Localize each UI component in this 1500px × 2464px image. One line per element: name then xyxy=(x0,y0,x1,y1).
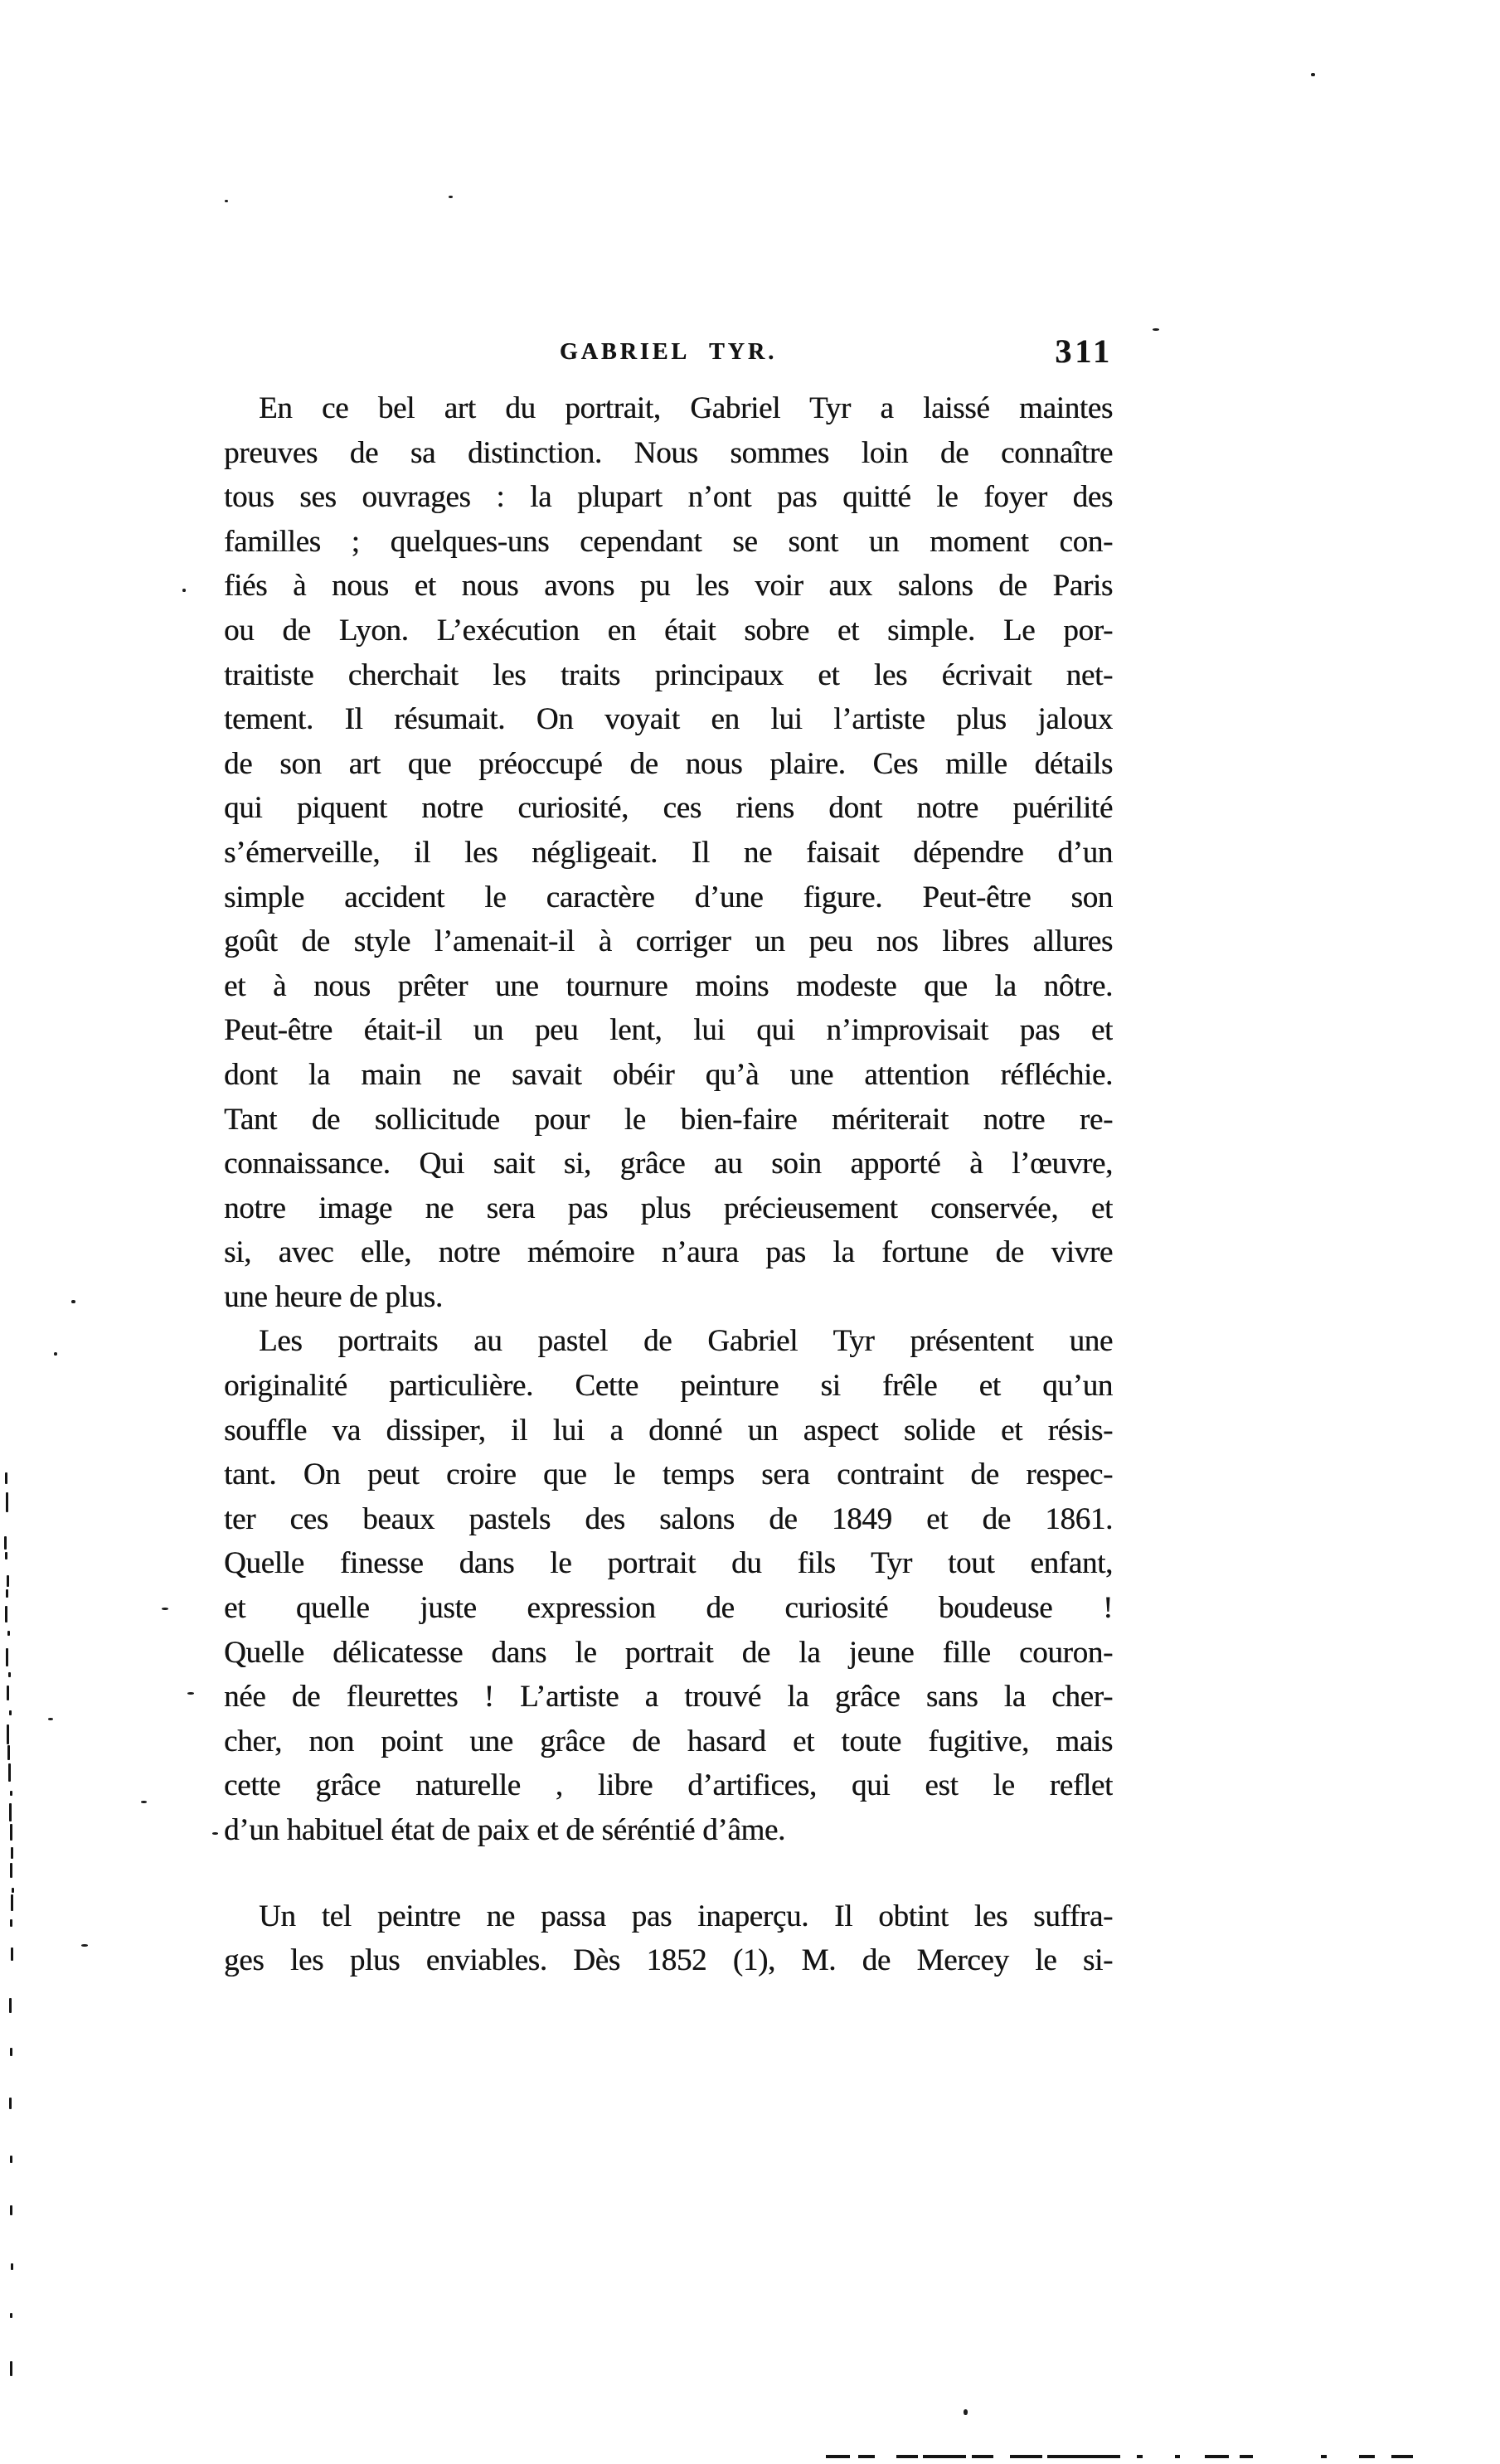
text-line: cette grâce naturelle , libre d’artifices, qui est le reflet xyxy=(224,1768,1113,1803)
paragraph xyxy=(224,1319,1113,1852)
margin-tick xyxy=(7,1724,9,1744)
text-line: preuves de sa distinction. Nous sommes loin de connaître xyxy=(224,435,1113,470)
text-line: traitiste cherchait les traits principaux et les écrivait net- xyxy=(224,657,1113,692)
scan-speck xyxy=(81,1944,88,1947)
text-line: fiés à nous et nous avons pu les voir aux salons de Paris xyxy=(224,569,1113,604)
cutoff-dash xyxy=(826,2455,850,2458)
cutoff-dash xyxy=(1240,2455,1253,2458)
cutoff-dash xyxy=(1010,2455,1042,2458)
cutoff-dash xyxy=(1391,2455,1413,2458)
text-line: d’un habituel état de paix et de séréntié d’âme. xyxy=(224,1813,786,1847)
text-line: dont la main ne savait obéir qu’à une attention réfléchie. xyxy=(224,1057,1113,1092)
margin-tick xyxy=(7,1686,9,1700)
margin-tick xyxy=(5,1606,7,1622)
text-line: tant. On peut croire que le temps sera contraint de respec- xyxy=(224,1458,1113,1492)
margin-tick xyxy=(9,1710,12,1715)
text-line: née de fleurettes ! L’artiste a trouvé la grâce sans la cher- xyxy=(224,1680,1113,1715)
text-line: ou de Lyon. L’exécution en était sobre et simple. Le por- xyxy=(224,613,1113,648)
margin-tick xyxy=(11,1947,13,1961)
scan-speck xyxy=(141,1801,147,1803)
margin-tick xyxy=(7,1575,9,1587)
cutoff-dash xyxy=(923,2455,966,2458)
text-line: Quelle délicatesse dans le portrait de la jeune fille couron- xyxy=(224,1635,1113,1670)
page-number: 311 xyxy=(1055,332,1113,370)
chapter-title: GABRIEL TYR. xyxy=(559,339,778,365)
margin-tick xyxy=(8,1763,11,1782)
scan-speck xyxy=(225,200,228,202)
margin-tick xyxy=(11,2263,13,2270)
text-line: ges les plus enviables. Dès 1852 (1), M. de Mercey le si- xyxy=(224,1943,1113,1978)
scan-speck xyxy=(187,1692,194,1695)
margin-tick xyxy=(11,1847,13,1859)
cutoff-dash xyxy=(1205,2455,1229,2458)
margin-tick xyxy=(6,1492,8,1512)
margin-tick xyxy=(6,1589,8,1598)
text-line: simple accident le caractère d’une figure. Peut-être son xyxy=(224,880,1113,914)
cutoff-dash xyxy=(1359,2455,1375,2458)
margin-tick xyxy=(5,1552,7,1559)
text-line: et quelle juste expression de curiosité boudeuse ! xyxy=(224,1591,1113,1626)
text-line: qui piquent notre curiosité, ces riens dont notre puérilité xyxy=(224,791,1113,826)
scan-speck xyxy=(182,589,186,592)
text-block xyxy=(224,386,1113,1983)
scan-speck xyxy=(71,1300,75,1303)
text-line: tement. Il résumait. On voyait en lui l’artiste plus jaloux xyxy=(224,702,1113,737)
text-line: et à nous prêter une tournure moins modeste que la nôtre. xyxy=(224,968,1113,1003)
text-line: tous ses ouvrages : la plupart n’ont pas quitté le foyer des xyxy=(224,480,1113,515)
cutoff-dash xyxy=(1321,2455,1327,2458)
paragraph xyxy=(224,1894,1113,1983)
text-line: En ce bel art du portrait, Gabriel Tyr a laissé maintes xyxy=(259,391,1113,425)
text-line: ter ces beaux pastels des salons de 1849 et de 1861. xyxy=(224,1501,1113,1536)
margin-tick xyxy=(10,1824,12,1841)
text-line: goût de style l’amenait-il à corriger un peu nos libres allures xyxy=(224,924,1113,959)
text-line: si, avec elle, notre mémoire n’aura pas la fortune de vivre xyxy=(224,1235,1113,1270)
running-header xyxy=(224,332,1113,388)
cutoff-dash xyxy=(896,2455,918,2458)
margin-tick xyxy=(9,1998,12,2013)
margin-tick xyxy=(5,1472,7,1484)
text-line: Peut-être était-il un peu lent, lui qui n’improvisait pas et xyxy=(224,1013,1113,1048)
margin-tick xyxy=(7,1631,10,1636)
margin-tick xyxy=(10,2205,12,2215)
margin-tick xyxy=(10,1863,12,1878)
margin-tick xyxy=(12,1888,14,1893)
scan-speck xyxy=(162,1608,168,1610)
cutoff-dash xyxy=(858,2455,875,2458)
margin-tick xyxy=(8,1672,11,1677)
margin-tick xyxy=(10,2156,12,2163)
text-line: connaissance. Qui sait si, grâce au soin apporté à l’œuvre, xyxy=(224,1147,1113,1181)
margin-tick xyxy=(10,1919,12,1927)
margin-tick xyxy=(4,1536,7,1550)
cutoff-dash xyxy=(1175,2455,1180,2458)
text-line: Les portraits au pastel de Gabriel Tyr présentent une xyxy=(259,1324,1113,1359)
margin-tick xyxy=(10,2313,12,2318)
scan-speck xyxy=(449,196,453,198)
text-line: originalité particulière. Cette peinture si frêle et qu’un xyxy=(224,1369,1113,1404)
margin-tick xyxy=(9,1803,12,1821)
paragraph xyxy=(224,386,1113,1319)
text-line: notre image ne sera pas plus précieusement conservée, et xyxy=(224,1191,1113,1225)
margin-tick xyxy=(11,1894,13,1911)
scan-speck xyxy=(1311,73,1315,76)
cutoff-dash xyxy=(972,2455,993,2458)
scan-speck xyxy=(1153,328,1159,331)
text-line: familles ; quelques-uns cependant se sont un moment con- xyxy=(224,524,1113,559)
text-line: cher, non point une grâce de hasard et toute fugitive, mais xyxy=(224,1724,1113,1758)
text-line: une heure de plus. xyxy=(224,1279,443,1314)
cutoff-dash xyxy=(1137,2455,1143,2458)
text-line: Quelle finesse dans le portrait du fils Tyr tout enfant, xyxy=(224,1546,1113,1581)
margin-tick xyxy=(6,1648,8,1666)
text-line: souffle va dissiper, il lui a donné un aspect solide et résis- xyxy=(224,1413,1113,1448)
margin-tick xyxy=(10,2361,12,2376)
margin-tick xyxy=(9,2098,12,2109)
margin-tick xyxy=(10,2048,12,2056)
text-line: Un tel peintre ne passa pas inaperçu. Il obtint les suffra- xyxy=(259,1899,1113,1933)
scan-speck xyxy=(48,1718,53,1720)
text-line: de son art que préoccupé de nous plaire. Ces mille détails xyxy=(224,746,1113,781)
scan-speck xyxy=(54,1352,57,1356)
text-line: Tant de sollicitude pour le bien-faire mériterait notre re- xyxy=(224,1102,1113,1137)
scan-speck xyxy=(964,2409,968,2415)
text-line: s’émerveille, il les négligeait. Il ne faisait dépendre d’un xyxy=(224,835,1113,870)
scan-speck xyxy=(212,1832,218,1835)
margin-tick xyxy=(7,1745,10,1760)
margin-tick xyxy=(10,1791,12,1796)
cutoff-dash xyxy=(1047,2455,1120,2458)
